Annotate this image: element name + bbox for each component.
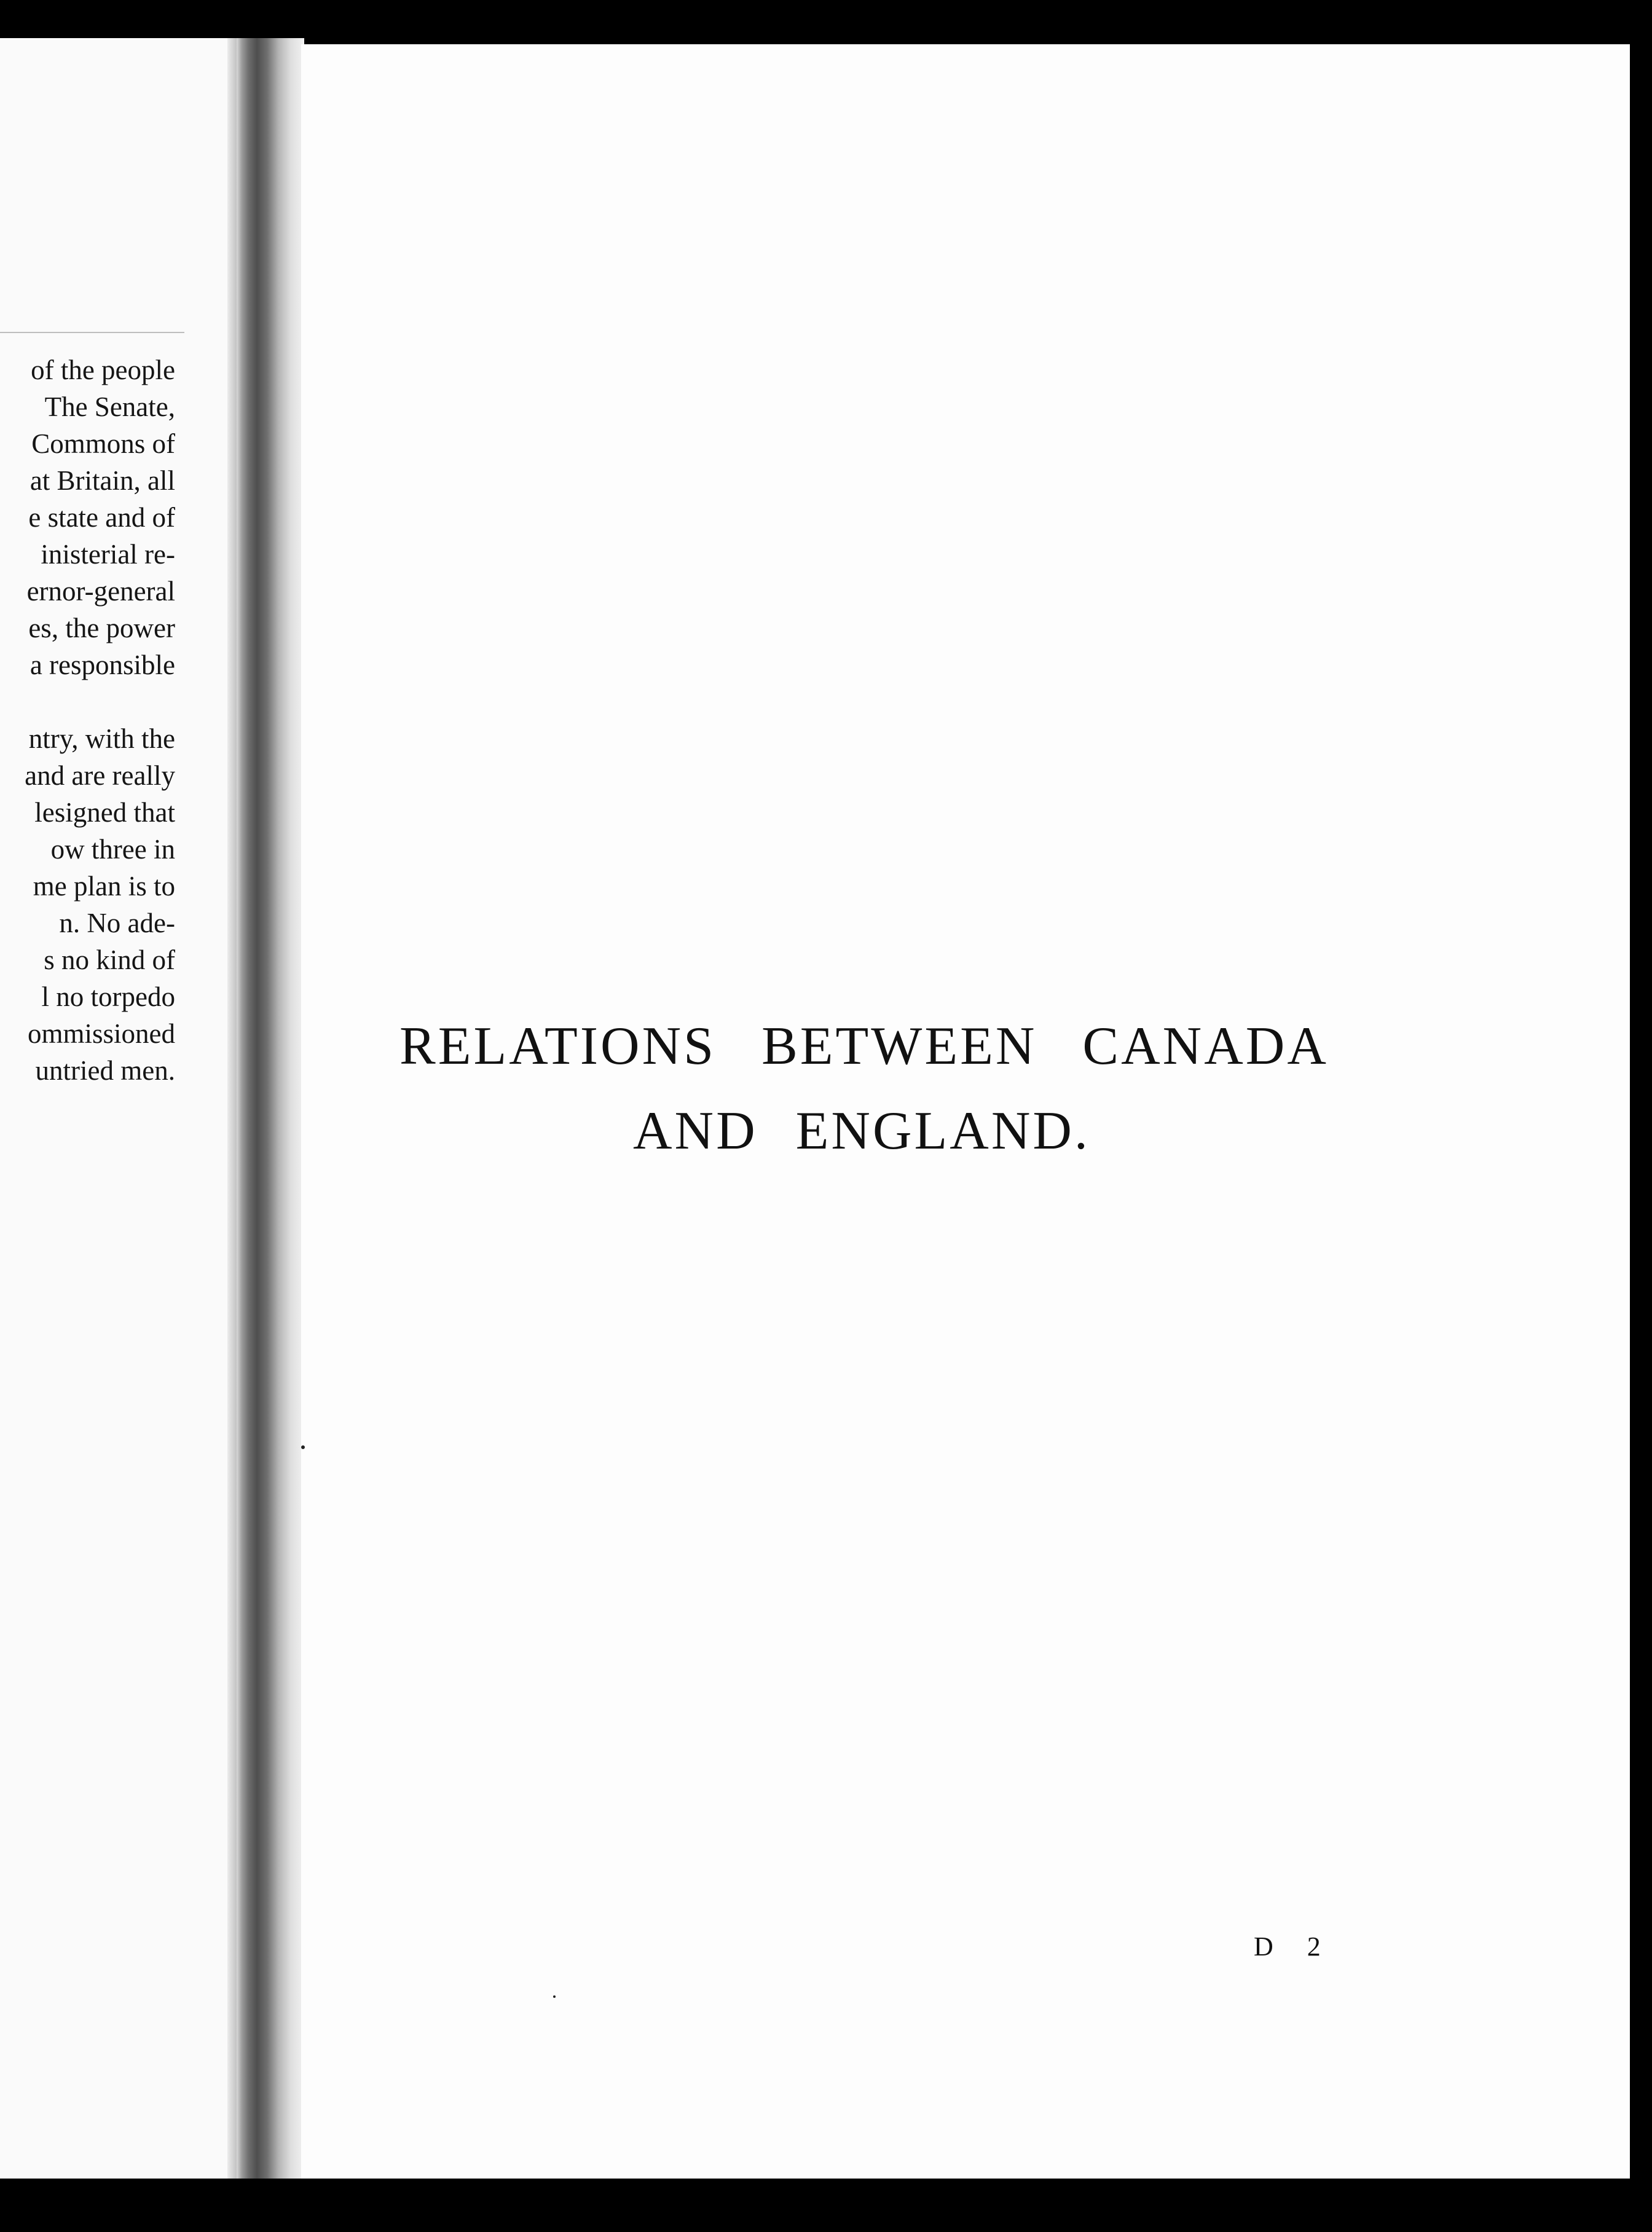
text-line: ow three in [50,834,175,865]
text-line: a responsible [30,650,175,680]
scan-speck [553,1995,556,1998]
previous-page [0,38,237,2189]
page-title-line-2: AND ENGLAND. [633,1101,1090,1161]
text-line: ommissioned [27,1018,175,1049]
current-page [301,44,1630,2180]
text-line: es, the power [28,613,175,643]
spine-gutter [237,38,304,2189]
scan-frame-bottom [0,2179,1652,2232]
text-line: Commons of [31,428,175,459]
text-line: The Senate, [44,391,175,422]
text-line: inisterial re- [41,539,175,570]
text-line: and are really [25,760,175,791]
text-line: e state and of [28,502,175,533]
signature-mark: D 2 [1254,1931,1334,1962]
text-line: n. No ade- [59,908,175,938]
text-line: ntry, with the [28,723,175,754]
text-line: me plan is to [33,871,175,902]
text-line: ernor-general [26,576,175,607]
text-line: at Britain, all [30,465,175,496]
text-line: s no kind of [44,945,175,975]
text-line: untried men. [35,1055,175,1086]
text-line: lesigned that [34,797,175,828]
text-line: l no torpedo [41,981,175,1012]
paragraph-gap [0,683,175,720]
page-edge [227,38,237,2189]
text-line: of the people [31,355,175,385]
page-title-line-1: RELATIONS BETWEEN CANADA [399,1016,1329,1076]
scan-frame-right [1630,0,1652,2232]
header-rule [0,332,184,333]
previous-page-text [0,352,175,1089]
scan-speck [301,1445,305,1449]
